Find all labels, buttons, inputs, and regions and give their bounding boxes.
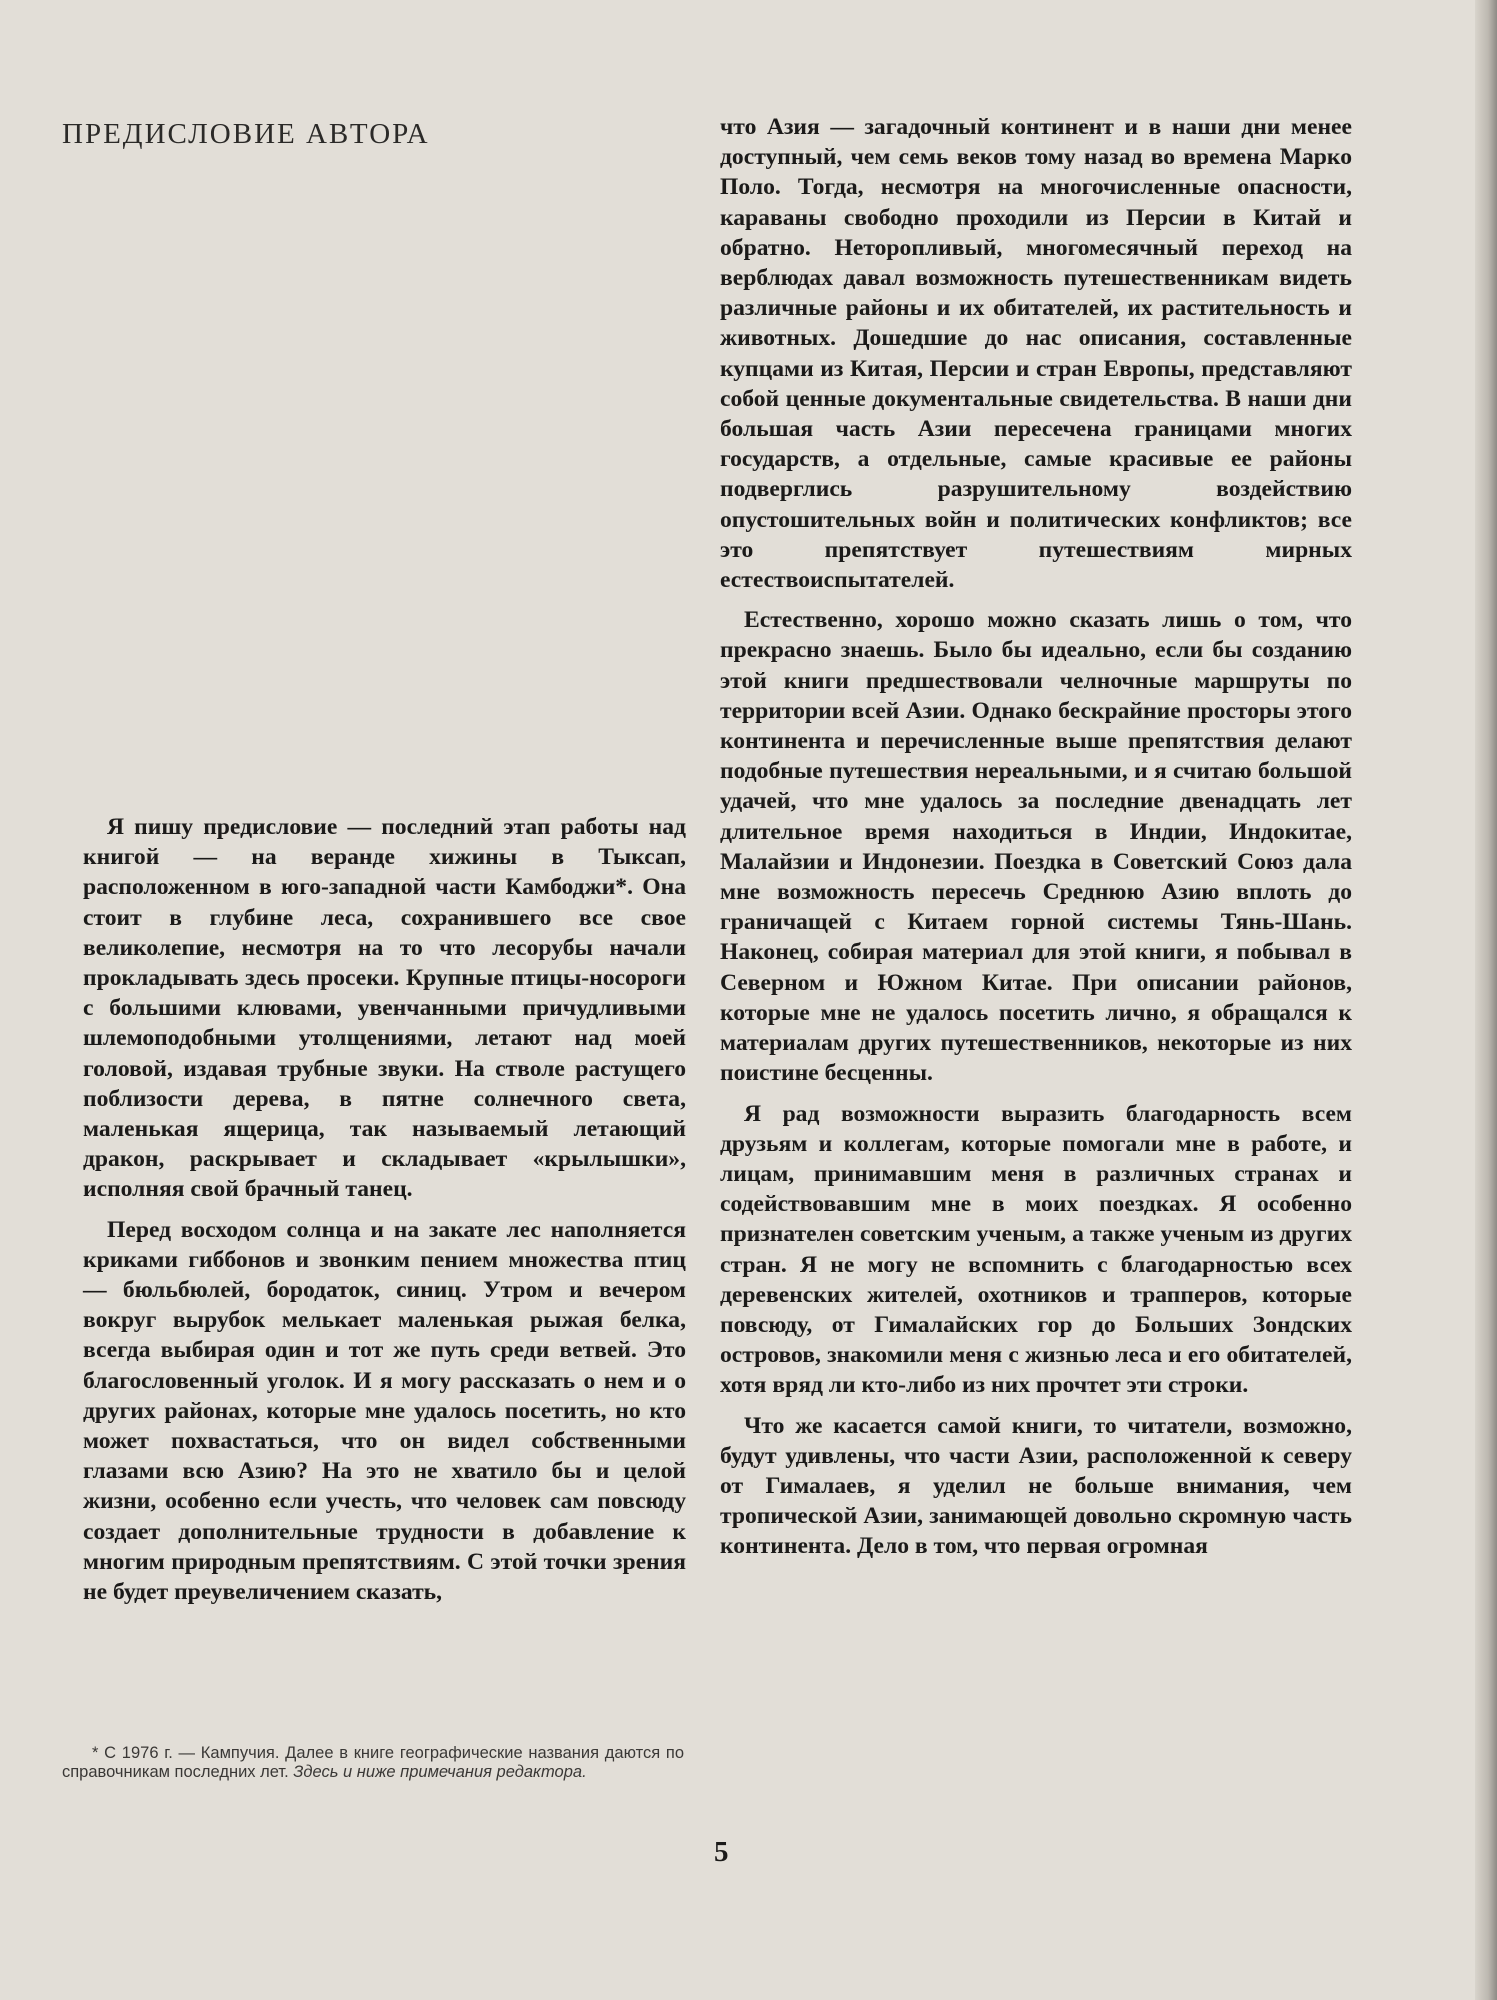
- page-edge: [1475, 0, 1497, 2000]
- paragraph: Перед восходом солнца и на закате лес наполняется криками гиббонов и звонким пением множества птиц — бюльбюлей, бородаток, синиц. Утром и вечером вокруг вырубок мелькает маленькая рыжая белка, всегда выбирая один и тот же путь среди ветвей. Это благословенный уголок. И я могу рассказать о нем и о других районах, которые мне удалось посетить, но кто может похвастаться, что он видел собственными глазами всю Азию? На это не хватило бы и целой жизни, особенно если учесть, что человек сам повсюду создает дополнительные трудности в добавление к многим природным препятствиям. С этой точки зрения не будет преувеличением сказать,: [83, 1216, 686, 1606]
- paragraph: Естественно, хорошо можно сказать лишь о том, что прекрасно знаешь. Было бы идеально, если бы созданию этой книги предшествовали челночные маршруты по территории всей Азии. Однако бескрайние просторы этого континента и перечисленные выше препятствия делают подобные путешествия нереальными, и я считаю большой удачей, что мне удалось за последние двенадцать лет длительное время находиться в Индии, Индокитае, Малайзии и Индонезии. Поездка в Советский Союз дала мне возможность пересечь Среднюю Азию вплоть до граничащей с Китаем горной системы Тянь-Шань. Наконец, собирая материал для этой книги, я побывал в Северном и Южном Китае. При описании районов, которые мне не удалось посетить лично, я обращался к материалам других путешественников, некоторые из них поистине бесценны.: [720, 607, 1352, 1087]
- page-title: ПРЕДИСЛОВИЕ АВТОРА: [62, 118, 430, 150]
- paragraph: Я пишу предисловие — последний этап работы над книгой — на веранде хижины в Тыксап, расположенном в юго-западной части Камбоджи*. Она стоит в глубине леса, сохранившего все свое великолепие, несмотря на то что лесорубы начали прокладывать здесь просеки. Крупные птицы-носороги с большими клювами, увенчанными причудливыми шлемоподобными утолщениями, летают над моей головой, издавая трубные звуки. На стволе растущего поблизости дерева, в пятне солнечного света, маленькая ящерица, так называемый летающий дракон, раскрывает и складывает «крылышки», исполняя свой брачный танец.: [83, 814, 686, 1203]
- paragraph: Что же касается самой книги, то читатели, возможно, будут удивлены, что части Азии, расположенной к северу от Гималаев, я уделил не больше внимания, чем тропической Азии, занимающей довольно скромную часть континента. Дело в том, что первая огромная: [720, 1412, 1352, 1560]
- right-column: [720, 112, 1352, 1572]
- paragraph: Я рад возможности выразить благодарность всем друзьям и коллегам, которые помогали мне в работе, и лицам, принимавшим меня в различных странах и содействовавшим мне в моих поездках. Я особенно признателен советским ученым, а также ученым из других стран. Я не могу не вспомнить с благодарностью всех деревенских жителей, охотников и трапперов, которые повсюду, от Гималайских гор до Больших Зондских островов, знакомили меня с жизнью леса и его обитателей, хотя вряд ли кто-либо из них прочтет эти строки.: [720, 1100, 1352, 1399]
- footnote-editor-note: Здесь и ниже примечания редактора.: [293, 1763, 587, 1781]
- footnote: [62, 1744, 684, 1782]
- footnote-text: * С 1976 г. — Кампучия. Далее в книге географические названия даются по справочникам последних лет.: [62, 1744, 684, 1781]
- left-column: [83, 812, 686, 1617]
- page-number: 5: [714, 1836, 729, 1868]
- paragraph: что Азия — загадочный континент и в наши дни менее доступный, чем семь веков тому назад во времена Марко Поло. Тогда, несмотря на многочисленные опасности, караваны свободно проходили из Персии в Китай и обратно. Неторопливый, многомесячный переход на верблюдах давал возможность путешественникам видеть различные районы и их обитателей, их растительность и животных. Дошедшие до нас описания, составленные купцами из Китая, Персии и стран Европы, представляют собой ценные документальные свидетельства. В наши дни большая часть Азии пересечена границами многих государств, а отдельные, самые красивые ее районы подверглись разрушительному воздействию опустошительных войн и политических конфликтов; все это препятствует путешествиям мирных естествоиспытателей.: [720, 114, 1352, 594]
